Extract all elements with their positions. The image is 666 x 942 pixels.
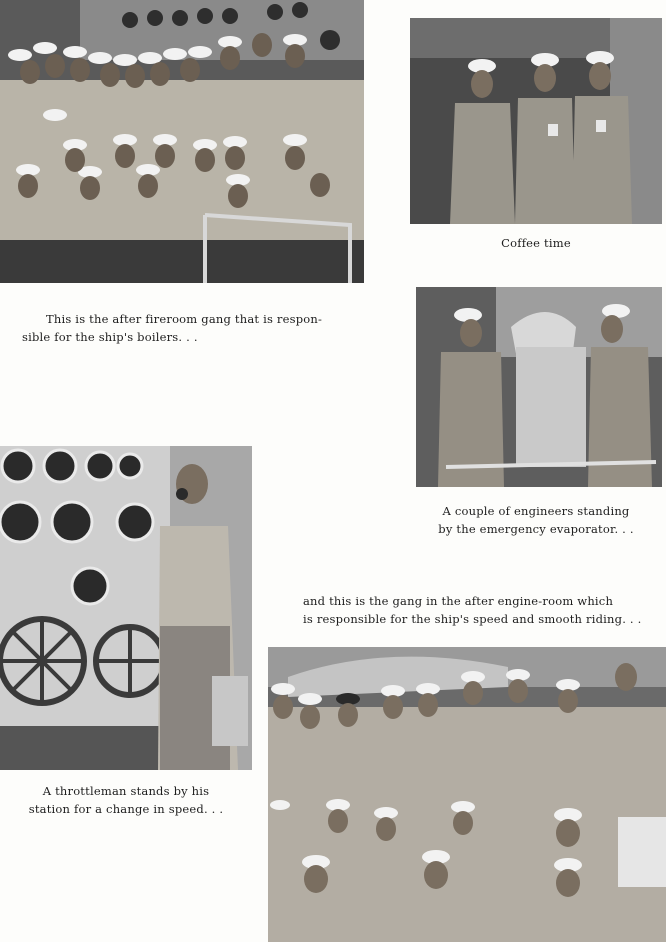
- caption-line: is responsible for the ship's speed and smooth riding. . .: [303, 612, 642, 626]
- group-photo-three-sailors-icon: [410, 18, 662, 224]
- group-photo-fireroom-icon: [0, 0, 364, 283]
- caption-line: This is the after fireroom gang that is respon-: [46, 312, 323, 326]
- photo-throttleman-gauges-icon: [0, 446, 252, 770]
- caption-line: by the emergency evaporator. . .: [438, 522, 634, 536]
- caption-line: station for a change in speed. . .: [28, 802, 224, 816]
- coffee-time-photo: [410, 18, 662, 224]
- group-photo-engine-room-icon: [268, 647, 666, 942]
- fireroom-caption: [22, 310, 352, 346]
- photo-two-engineers-icon: [416, 287, 662, 487]
- caption-line: A couple of engineers standing: [442, 504, 630, 518]
- engine-room-caption: [303, 592, 658, 628]
- throttleman-caption: [0, 782, 252, 818]
- caption-line: A throttleman stands by his: [42, 784, 210, 798]
- throttleman-photo: [0, 446, 252, 770]
- evaporator-caption: [410, 502, 662, 538]
- evaporator-photo: [416, 287, 662, 487]
- fireroom-gang-photo: [0, 0, 364, 283]
- engine-room-gang-photo: [268, 647, 666, 942]
- caption-line: Coffee time: [501, 236, 571, 250]
- coffee-time-caption: [410, 234, 662, 252]
- caption-line: sible for the ship's boilers. . .: [22, 330, 198, 344]
- caption-line: and this is the gang in the after engine-room which: [303, 594, 614, 608]
